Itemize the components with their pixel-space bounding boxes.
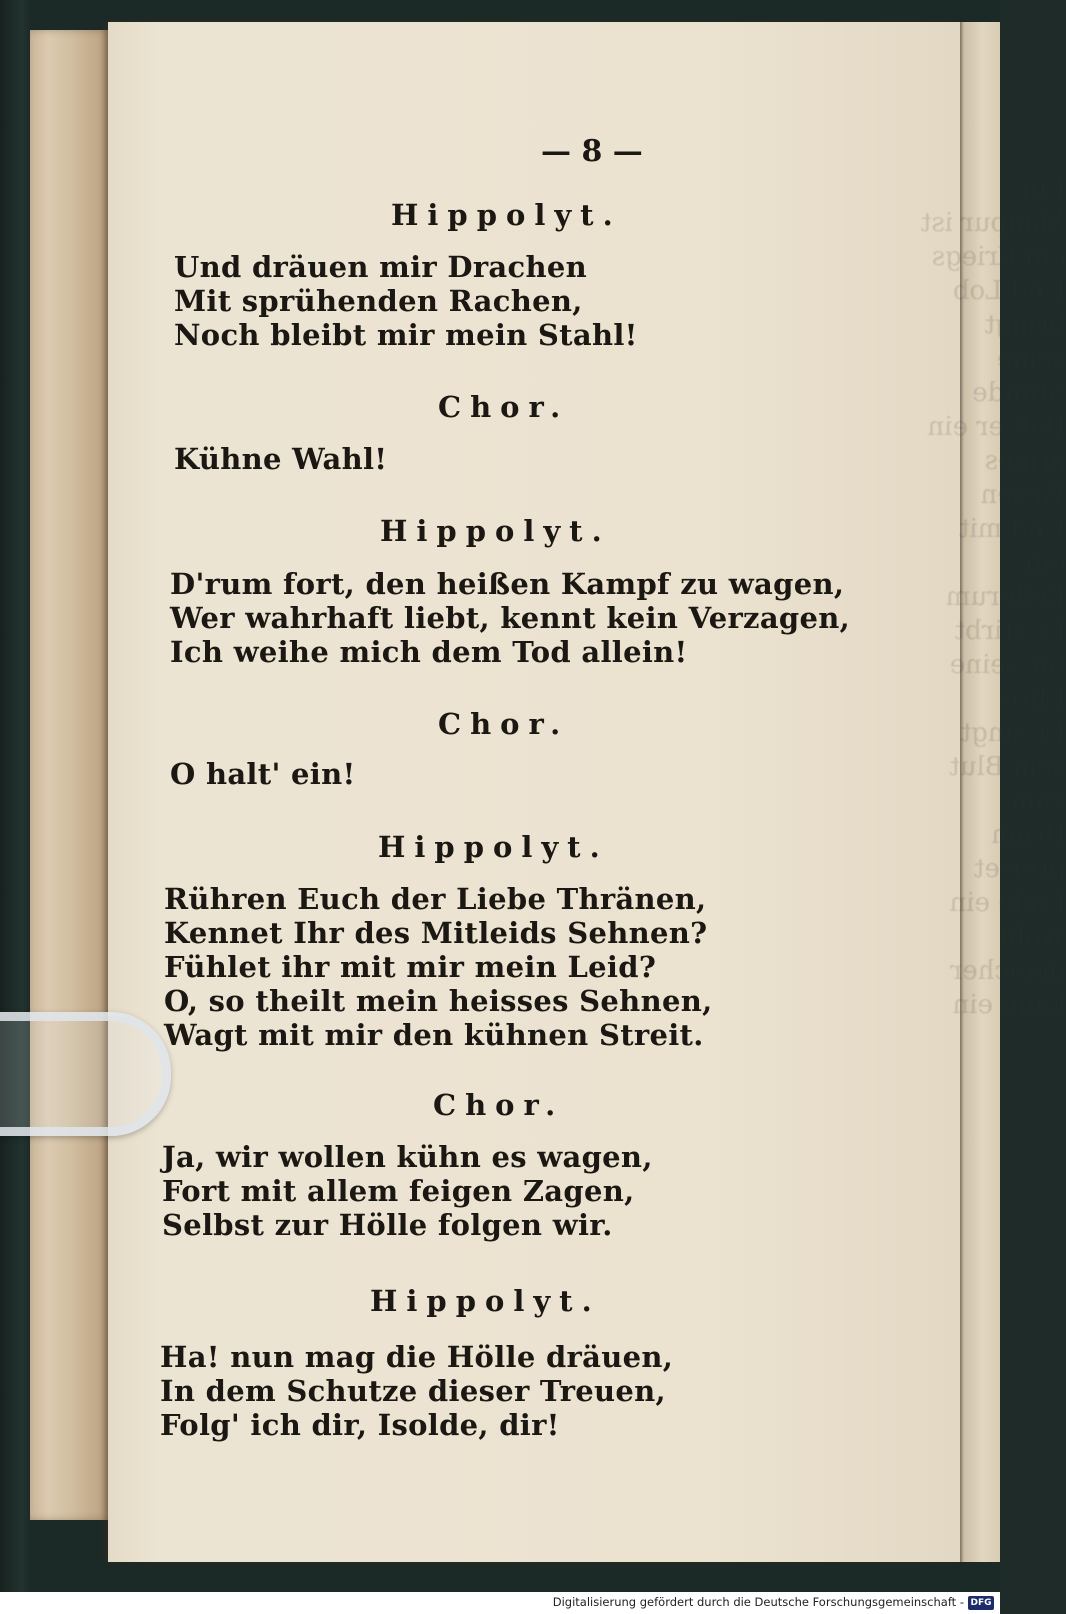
verse-line: Ha! nun mag die Hölle dräuen, (160, 1340, 674, 1374)
verse-line: Ich weihe mich dem Tod allein! (170, 635, 688, 669)
dfg-logo-icon: DFG (968, 1596, 994, 1610)
verse-line: D'rum fort, den heißen Kampf zu wagen, (170, 567, 845, 601)
verse-line: O halt' ein! (170, 757, 356, 791)
page-clip (0, 1012, 171, 1136)
page-number: — 8 — (541, 134, 643, 169)
verse-line: Kennet Ihr des Mitleids Sehnen? (164, 916, 708, 950)
speaker-heading: Chor. (433, 1088, 565, 1122)
show-through-text: Ein Manpur ist ein Kriegs Und Lob bringt seine Stunde Daß er ein armes Wesen Und mit ein Köllerum Er stirbt für seine Ehre Er singt sein Blut zum Drum preiset Ende ein Wohl mancher kann ein (920, 174, 1066, 1020)
verse-line: Fort mit allem feigen Zagen, (162, 1174, 635, 1208)
funding-credit: Digitalisierung gefördert durch die Deutsche Forschungsgemeinschaft - (552, 1595, 964, 1609)
verse-line: In dem Schutze dieser Treuen, (160, 1374, 666, 1408)
verse-line: Wer wahrhaft liebt, kennt kein Verzagen, (170, 601, 851, 635)
verse-line: Selbst zur Hölle folgen wir. (162, 1208, 613, 1242)
digitization-footer (0, 1592, 1000, 1614)
verse-line: Fühlet ihr mit mir mein Leid? (164, 950, 657, 984)
verse-line: Und dräuen mir Drachen (174, 250, 587, 284)
page-stack-left (30, 30, 112, 1520)
verse-line: Kühne Wahl! (174, 442, 388, 476)
verse-line: Noch bleibt mir mein Stahl! (174, 318, 638, 352)
verse-line: O, so theilt mein heisses Sehnen, (164, 984, 713, 1018)
verse-line: Rühren Euch der Liebe Thränen, (164, 882, 707, 916)
verse-line: Mit sprühenden Rachen, (174, 284, 583, 318)
speaker-heading: Chor. (438, 390, 570, 424)
speaker-heading: Chor. (438, 707, 570, 741)
speaker-heading: Hippolyt. (380, 514, 611, 548)
verse-line: Ja, wir wollen kühn es wagen, (162, 1140, 653, 1174)
verse-line: Folg' ich dir, Isolde, dir! (160, 1408, 560, 1442)
speaker-heading: Hippolyt. (391, 198, 622, 232)
speaker-heading: Hippolyt. (378, 830, 609, 864)
book-page (108, 22, 1066, 1562)
verse-line: Wagt mit mir den kühnen Streit. (164, 1018, 704, 1052)
speaker-heading: Hippolyt. (370, 1284, 601, 1318)
